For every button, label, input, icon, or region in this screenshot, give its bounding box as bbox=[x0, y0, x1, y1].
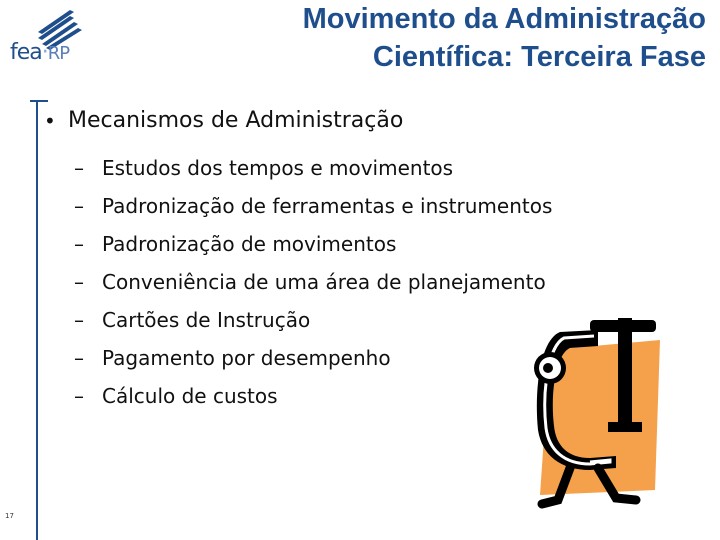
slide-title bbox=[303, 0, 706, 76]
fea-rp-logo bbox=[8, 10, 94, 70]
c-clamp-character-icon bbox=[520, 310, 670, 515]
list-item bbox=[74, 308, 310, 332]
logo-text-main: fea bbox=[10, 40, 42, 65]
list-item bbox=[74, 194, 552, 218]
logo-separator: · bbox=[41, 40, 48, 65]
divider-horizontal bbox=[30, 100, 48, 102]
dash-icon: – bbox=[74, 384, 84, 408]
list-item-text: Padronização de movimentos bbox=[102, 232, 397, 256]
list-item bbox=[74, 346, 391, 370]
bullet-text: Mecanismos de Administração bbox=[68, 108, 404, 133]
dash-icon: – bbox=[74, 270, 84, 294]
dash-icon: – bbox=[74, 308, 84, 332]
list-item-text: Conveniência de uma área de planejamento bbox=[102, 270, 546, 294]
dash-icon: – bbox=[74, 346, 84, 370]
bullet-dot-icon: • bbox=[44, 108, 56, 133]
title-line-1: Movimento da Administração bbox=[302, 3, 706, 35]
list-item bbox=[74, 156, 453, 180]
page-number: 17 bbox=[5, 512, 14, 520]
dash-icon: – bbox=[74, 156, 84, 180]
list-item-text: Padronização de ferramentas e instrumentos bbox=[102, 194, 553, 218]
logo-text-sub: RP bbox=[47, 43, 70, 64]
main-bullet bbox=[44, 108, 403, 133]
list-item bbox=[74, 384, 278, 408]
list-item bbox=[74, 270, 546, 294]
divider-vertical bbox=[36, 100, 38, 540]
list-item-text: Cartões de Instrução bbox=[102, 308, 311, 332]
list-item bbox=[74, 232, 396, 256]
list-item-text: Estudos dos tempos e movimentos bbox=[102, 156, 454, 180]
list-item-text: Pagamento por desempenho bbox=[102, 346, 391, 370]
dash-icon: – bbox=[74, 232, 84, 256]
title-line-2: Científica: Terceira Fase bbox=[372, 41, 706, 73]
dash-icon: – bbox=[74, 194, 84, 218]
list-item-text: Cálculo de custos bbox=[102, 384, 278, 408]
